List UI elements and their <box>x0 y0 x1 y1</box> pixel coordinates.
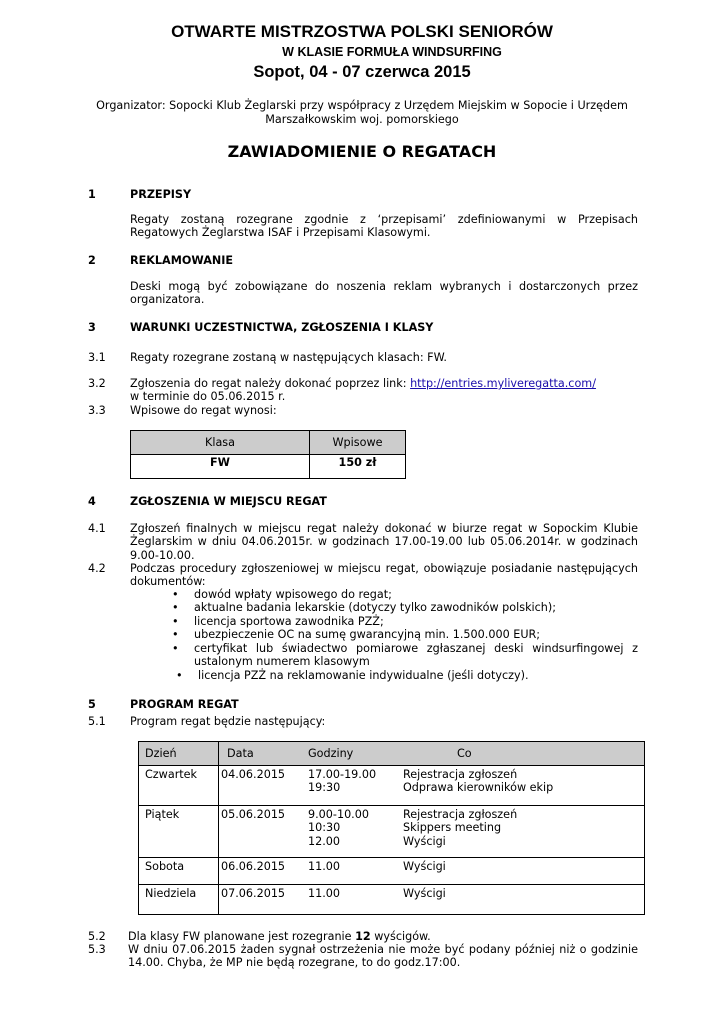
schedule-date: 06.06.2015 <box>219 858 309 885</box>
para-3-3-text: Wpisowe do regat wynosi: <box>130 404 277 417</box>
organizer-text <box>0 99 724 127</box>
fee-table-row <box>131 455 406 479</box>
para-3-2-text-a: Zgłoszenia do regat należy dokonać poprzez link: <box>130 377 411 390</box>
para-5-3-number: 5.3 <box>88 943 106 956</box>
schedule-activity: Rejestracja zgłoszeń <box>403 768 518 781</box>
fee-table <box>130 430 406 479</box>
para-3-1-text: Regaty rozegrane zostaną w następujących klasach: FW. <box>130 351 447 364</box>
schedule-header-what: Co <box>403 742 645 766</box>
para-3-2-text-b: w terminie do 05.06.2015 r. <box>130 390 286 404</box>
organizer-line-2: Marszałkowskim woj. pomorskiego <box>265 113 459 126</box>
para-3-3-number: 3.3 <box>88 404 106 417</box>
section-4-number: 4 <box>88 495 96 508</box>
schedule-hour: 12.00 <box>308 834 341 848</box>
section-2-text: Deski mogą być zobowiązane do noszenia reklam wybranych i dostarczonych przez organizatora. <box>130 280 638 307</box>
para-3-1-number: 3.1 <box>88 351 106 364</box>
para-4-1-text: Zgłoszeń finalnych w miejscu regat należy dokonać w biurze regat w Sopockim Klubie Żeglarskim w dniu 04.06.2015r. w godzinach 17.00-19.00 lub 05.06.2014r. w godzinach 9.00-10.00. <box>130 522 638 562</box>
schedule-header <box>139 742 645 766</box>
para-3-2-text <box>130 377 638 404</box>
schedule-hours <box>308 858 403 885</box>
schedule-hour: 9.00-10.00 <box>308 808 369 821</box>
schedule-what <box>403 766 645 806</box>
schedule-day: Sobota <box>139 858 219 885</box>
schedule-day: Czwartek <box>139 766 219 806</box>
entries-link[interactable]: http://entries.myliveregatta.com/ <box>410 377 596 390</box>
organizer-line-1: Organizator: Sopocki Klub Żeglarski przy współpracy z Urzędem Miejskim w Sopocie i Urzędem <box>96 99 628 112</box>
section-1-text: Regaty zostaną rozegrane zgodnie z ‘przepisami’ zdefiniowanymi w Przepisach Regatowych Żeglarstwa ISAF i Przepisami Klasowymi. <box>130 213 638 240</box>
schedule-hour: 19:30 <box>308 781 341 795</box>
schedule-hours <box>308 766 403 806</box>
event-subtitle: W KLASIE FORMUŁA WINDSURFING <box>282 45 502 59</box>
bullet-6-text: licencja PZŻ na reklamowanie indywidualne (jeśli dotyczy). <box>198 669 529 682</box>
schedule-what <box>403 806 645 858</box>
section-2-number: 2 <box>88 254 96 267</box>
bullet-1: • <box>172 588 179 601</box>
schedule-what <box>403 885 645 915</box>
schedule-row <box>139 766 645 806</box>
para-5-2-number: 5.2 <box>88 930 106 943</box>
para-5-1-text: Program regat będzie następujący: <box>130 715 326 728</box>
schedule-date: 07.06.2015 <box>219 885 309 915</box>
schedule-hour: 17.00-19.00 <box>308 768 377 781</box>
schedule-hours <box>308 885 403 915</box>
schedule-row <box>139 806 645 858</box>
event-place-date: Sopot, 04 - 07 czerwca 2015 <box>253 63 471 81</box>
fee-table-header <box>131 431 406 455</box>
schedule-header-day: Dzień <box>139 742 219 766</box>
document-title: ZAWIADOMIENIE O REGATACH <box>227 142 497 161</box>
para-4-2-text: Podczas procedury zgłoszeniowej w miejscu regat, obowiązuje posiadanie następujących dokumentów: <box>130 562 638 589</box>
schedule-hour: 11.00 <box>308 887 341 900</box>
schedule-hours <box>308 806 403 858</box>
bullet-5: • <box>172 642 179 655</box>
bullet-4: • <box>172 628 179 641</box>
schedule-what <box>403 858 645 885</box>
bullet-4-text: ubezpieczenie OC na sumę gwarancyjną min. 1.500.000 EUR; <box>194 628 541 641</box>
schedule-activity: Wyścigi <box>403 834 446 848</box>
section-1-number: 1 <box>88 188 96 201</box>
schedule-row <box>139 885 645 915</box>
bullet-3-text: licencja sportowa zawodnika PZŻ; <box>194 615 384 628</box>
event-title: OTWARTE MISTRZOSTWA POLSKI SENIORÓW <box>171 22 553 41</box>
fee-cell-fee: 150 zł <box>310 455 406 479</box>
bullet-1-text: dowód wpłaty wpisowego do regat; <box>194 588 392 601</box>
section-5-title: PROGRAM REGAT <box>130 698 239 711</box>
para-4-2-number: 4.2 <box>88 562 106 575</box>
race-count: 12 <box>355 930 371 943</box>
schedule-row <box>139 858 645 885</box>
bullet-3: • <box>172 615 179 628</box>
section-4-title: ZGŁOSZENIA W MIEJSCU REGAT <box>130 495 327 508</box>
para-5-2-text-b: wyścigów. <box>370 930 431 943</box>
bullet-2: • <box>172 601 179 614</box>
fee-header-fee: Wpisowe <box>310 431 406 455</box>
para-5-1-number: 5.1 <box>88 715 106 728</box>
section-3-number: 3 <box>88 321 96 334</box>
schedule-day: Niedziela <box>139 885 219 915</box>
schedule-activity: Rejestracja zgłoszeń <box>403 808 518 821</box>
schedule-day: Piątek <box>139 806 219 858</box>
bullet-5-text: certyfikat lub świadectwo pomiarowe zgłaszanej deski windsurfingowej z ustalonym numerem klasowym <box>194 642 638 669</box>
schedule-activity: Wyścigi <box>403 887 446 900</box>
para-3-2-number: 3.2 <box>88 377 106 390</box>
section-1-title: PRZEPISY <box>130 188 192 201</box>
schedule-header-date: Data <box>219 742 309 766</box>
schedule-header-hours: Godziny <box>308 742 403 766</box>
fee-header-class: Klasa <box>131 431 310 455</box>
schedule-hour: 10:30 <box>308 821 341 835</box>
schedule-hour: 11.00 <box>308 860 341 873</box>
schedule-activity: Odprawa kierowników ekip <box>403 781 554 795</box>
para-4-1-number: 4.1 <box>88 522 106 535</box>
bullet-2-text: aktualne badania lekarskie (dotyczy tylko zawodników polskich); <box>194 601 557 614</box>
section-3-title: WARUNKI UCZESTNICTWA, ZGŁOSZENIA I KLASY <box>130 321 434 334</box>
bullet-6: • <box>176 669 183 682</box>
schedule-activity: Wyścigi <box>403 860 446 873</box>
section-2-title: REKLAMOWANIE <box>130 254 234 267</box>
para-5-2-text-a: Dla klasy FW planowane jest rozegranie <box>128 930 356 943</box>
schedule-date: 05.06.2015 <box>219 806 309 858</box>
para-5-2-text <box>128 930 431 943</box>
fee-cell-class: FW <box>131 455 310 479</box>
schedule-activity: Skippers meeting <box>403 821 502 835</box>
para-5-3-text: W dniu 07.06.2015 żaden sygnał ostrzeżenia nie może być podany później niż o godzinie 14.00. Chyba, że MP nie będą rozegrane, to do godz.17:00. <box>128 943 638 970</box>
schedule-date: 04.06.2015 <box>219 766 309 806</box>
schedule-table <box>138 741 645 915</box>
section-5-number: 5 <box>88 698 96 711</box>
